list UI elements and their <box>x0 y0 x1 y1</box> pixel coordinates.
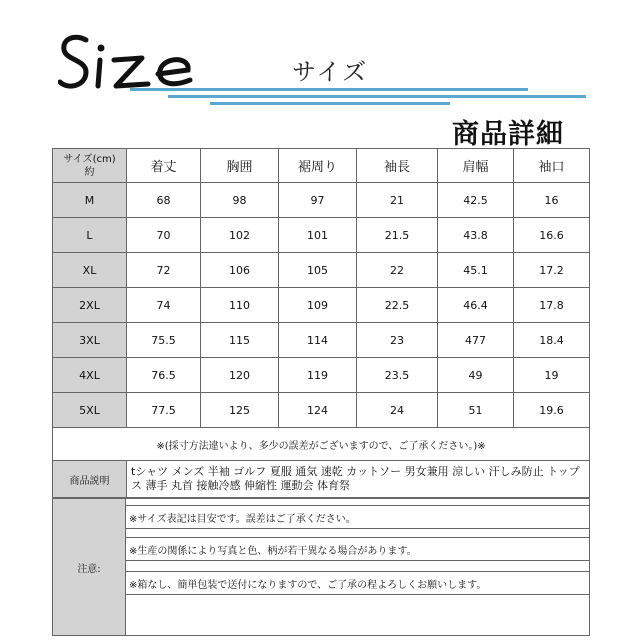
table-row <box>53 183 590 218</box>
table-cell: 49 <box>438 358 514 393</box>
table-cell: 22 <box>357 253 438 288</box>
size-label-cell: 3XL <box>53 323 127 358</box>
table-cell: 24 <box>357 393 438 428</box>
table-cell: 23 <box>357 323 438 358</box>
note-item: ※生産の関係により写真と色、柄が若干異なる場合があります。 <box>126 537 590 561</box>
table-cell: 16 <box>514 183 590 218</box>
table-cell: 75.5 <box>127 323 201 358</box>
table-cell: 77.5 <box>127 393 201 428</box>
table-row <box>53 393 590 428</box>
table-cell: 18.4 <box>514 323 590 358</box>
table-cell: 106 <box>201 253 279 288</box>
size-label-cell: 2XL <box>53 288 127 323</box>
header-cell: 袖長 <box>357 149 438 183</box>
note-item: ※サイズ表記は目安です。誤差はご了承ください。 <box>126 505 590 529</box>
table-cell: 16.6 <box>514 218 590 253</box>
table-cell: 125 <box>201 393 279 428</box>
header-cell: 胸囲 <box>201 149 279 183</box>
header-cell: 着丈 <box>127 149 201 183</box>
table-cell: 43.8 <box>438 218 514 253</box>
page-title: 商品詳細 <box>452 119 564 150</box>
table-cell: 74 <box>127 288 201 323</box>
table-row <box>53 253 590 288</box>
table-cell: 124 <box>279 393 357 428</box>
stripe-1 <box>130 88 528 91</box>
size-table <box>52 148 590 498</box>
description-text: tシャツ メンズ 半袖 ゴルフ 夏服 通気 速乾 カットソー 男女兼用 涼しい 汗しみ防止 トップス 薄手 丸首 接触冷感 伸縮性 運動会 体育祭 <box>127 461 590 498</box>
table-cell: 72 <box>127 253 201 288</box>
table-cell: 17.2 <box>514 253 590 288</box>
table-row <box>53 358 590 393</box>
disclaimer-row <box>53 428 590 461</box>
table-cell: 115 <box>201 323 279 358</box>
size-label-cell: L <box>53 218 127 253</box>
subtitle: サイズ <box>292 58 369 86</box>
stripe-2 <box>168 95 586 98</box>
description-row <box>53 461 590 498</box>
table-cell: 22.5 <box>357 288 438 323</box>
table-cell: 97 <box>279 183 357 218</box>
table-cell: 102 <box>201 218 279 253</box>
table-cell: 120 <box>201 358 279 393</box>
description-label: 商品説明 <box>53 461 127 498</box>
table-cell: 110 <box>201 288 279 323</box>
disclaimer-text: ※(採寸方法違いより、多少の誤差がございますので、ご了承ください。)※ <box>53 428 590 461</box>
stripe-3 <box>210 102 450 105</box>
table-cell: 17.8 <box>514 288 590 323</box>
notes-label: 注意: <box>53 499 126 635</box>
table-cell: 76.5 <box>127 358 201 393</box>
table-row <box>53 218 590 253</box>
table-row <box>53 288 590 323</box>
notes-section <box>52 498 590 636</box>
header-cell: 袖口 <box>514 149 590 183</box>
table-row <box>53 323 590 358</box>
table-header-row <box>53 149 590 183</box>
size-label-cell: M <box>53 183 127 218</box>
table-cell: 119 <box>279 358 357 393</box>
size-logo <box>58 28 218 96</box>
size-label-cell: 4XL <box>53 358 127 393</box>
table-cell: 19 <box>514 358 590 393</box>
table-cell: 23.5 <box>357 358 438 393</box>
size-label-cell: 5XL <box>53 393 127 428</box>
table-cell: 21.5 <box>357 218 438 253</box>
table-cell: 70 <box>127 218 201 253</box>
header-cell: 裾周り <box>279 149 357 183</box>
header-size-cell: サイズ(cm) 約 <box>53 149 127 183</box>
header-cell: 肩幅 <box>438 149 514 183</box>
note-item: ※箱なし、簡単包装で送付になりますので、ご了承の程よろしくお願いします。 <box>126 571 590 595</box>
table-cell: 98 <box>201 183 279 218</box>
table-cell: 105 <box>279 253 357 288</box>
table-cell: 42.5 <box>438 183 514 218</box>
table-cell: 46.4 <box>438 288 514 323</box>
table-cell: 68 <box>127 183 201 218</box>
table-cell: 477 <box>438 323 514 358</box>
table-cell: 51 <box>438 393 514 428</box>
table-cell: 109 <box>279 288 357 323</box>
table-cell: 101 <box>279 218 357 253</box>
size-label-cell: XL <box>53 253 127 288</box>
table-cell: 45.1 <box>438 253 514 288</box>
table-cell: 21 <box>357 183 438 218</box>
table-cell: 19.6 <box>514 393 590 428</box>
table-cell: 114 <box>279 323 357 358</box>
